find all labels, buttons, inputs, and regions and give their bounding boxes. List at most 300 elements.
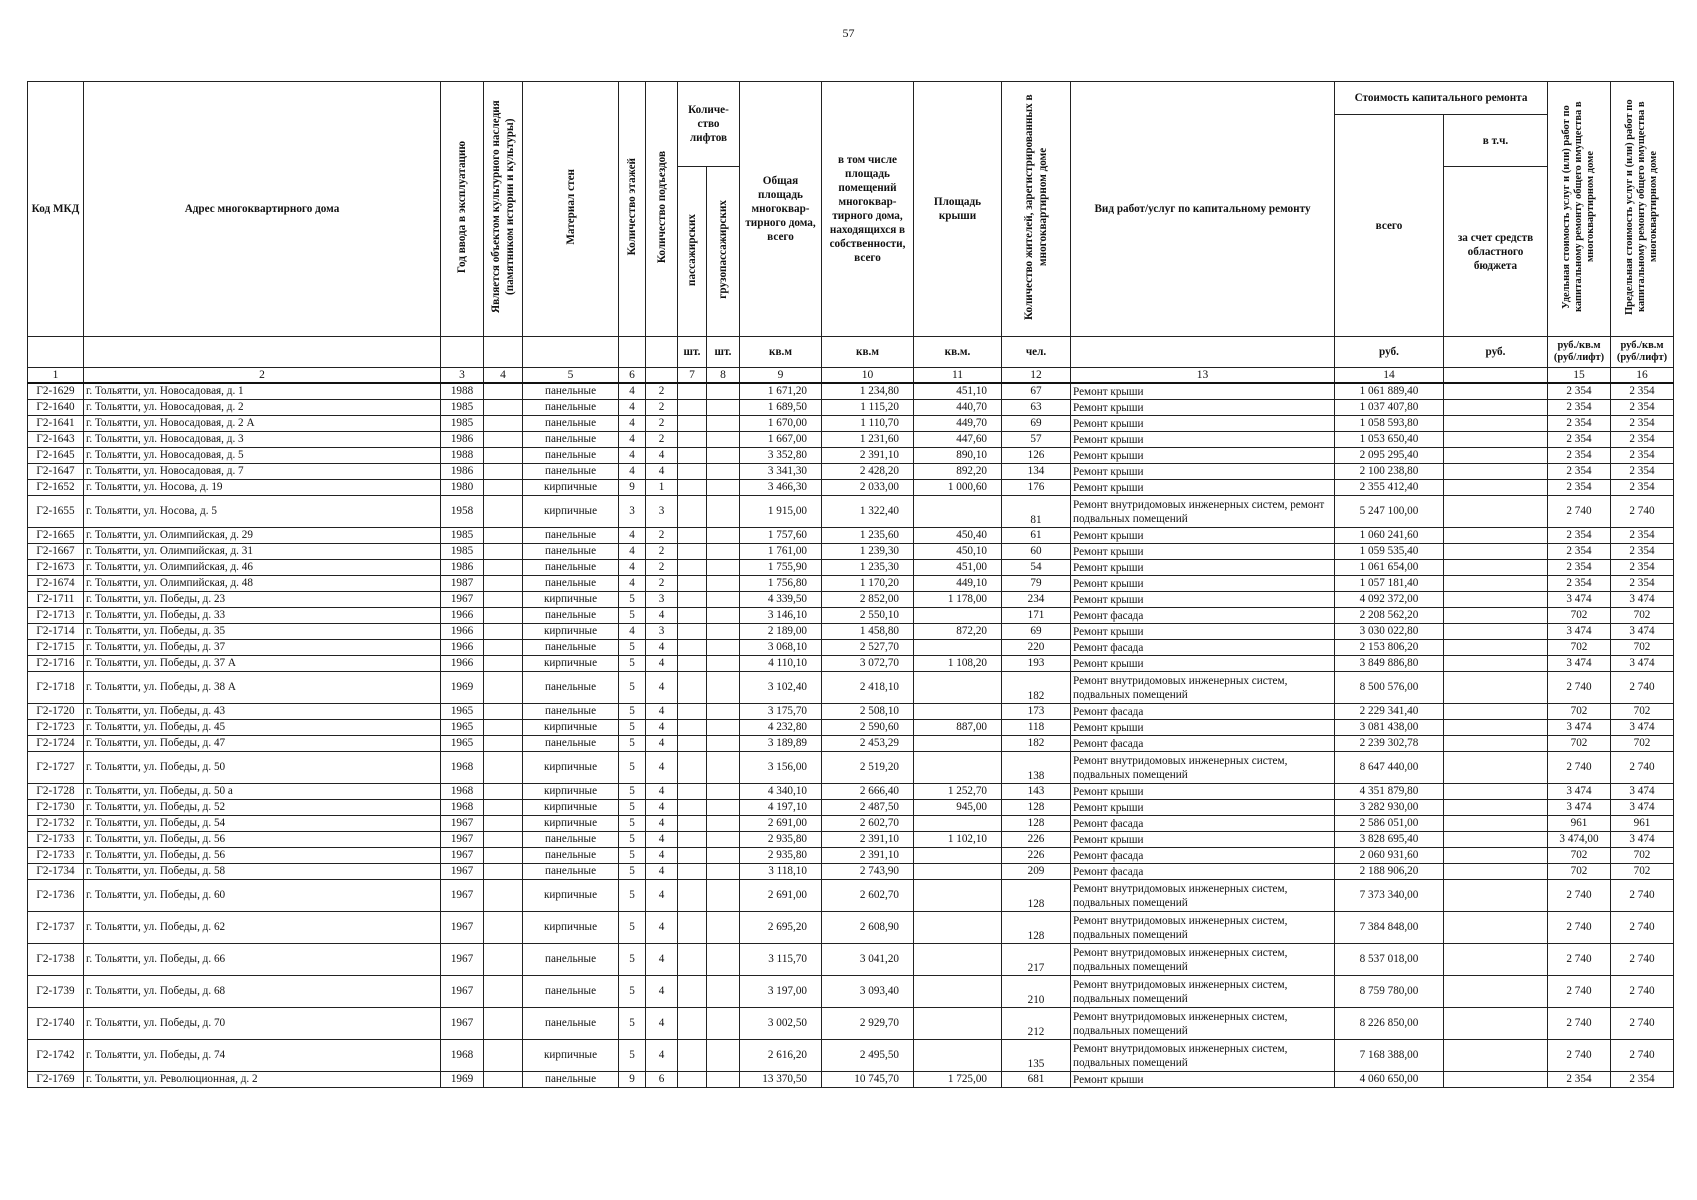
row-lifts-cargo (707, 816, 740, 832)
row-work-type: Ремонт фасада (1071, 816, 1335, 832)
row-entrances: 4 (646, 608, 678, 624)
row-cost-total: 7 373 340,00 (1335, 880, 1444, 912)
unit-roof-area: кв.м. (914, 337, 1002, 368)
row-owned-area: 2 418,10 (822, 672, 914, 704)
row-address: г. Тольятти, ул. Победы, д. 38 А (84, 672, 441, 704)
table-row (28, 528, 1674, 544)
row-work-type: Ремонт крыши (1071, 720, 1335, 736)
row-heritage (484, 704, 523, 720)
table-row (28, 800, 1674, 816)
row-lifts-passenger (678, 544, 707, 560)
row-unit-cost: 2 354 (1548, 448, 1611, 464)
row-heritage (484, 528, 523, 544)
row-roof-area (914, 608, 1002, 624)
header-unit-cost: Удельная стоимость услуг и (или) работ по капитальному ремонту общего имущества в многоквартирном доме (1548, 82, 1611, 337)
row-material: кирпичные (523, 800, 619, 816)
row-cost-total: 2 153 806,20 (1335, 640, 1444, 656)
row-owned-area: 2 453,29 (822, 736, 914, 752)
row-cost-regional (1444, 383, 1548, 400)
row-entrances: 4 (646, 976, 678, 1008)
row-lifts-cargo (707, 720, 740, 736)
row-cost-total: 2 095 295,40 (1335, 448, 1444, 464)
row-year: 1988 (441, 448, 484, 464)
row-code: Г2-1714 (28, 624, 84, 640)
row-lifts-cargo (707, 496, 740, 528)
row-lifts-passenger (678, 528, 707, 544)
row-address: г. Тольятти, ул. Победы, д. 62 (84, 912, 441, 944)
row-address: г. Тольятти, ул. Революционная, д. 2 (84, 1072, 441, 1088)
row-roof-area: 892,20 (914, 464, 1002, 480)
row-owned-area: 3 072,70 (822, 656, 914, 672)
row-total-area: 1 761,00 (740, 544, 822, 560)
row-heritage (484, 848, 523, 864)
unit-total-area: кв.м (740, 337, 822, 368)
row-roof-area: 872,20 (914, 624, 1002, 640)
row-owned-area: 2 550,10 (822, 608, 914, 624)
column-number: 10 (822, 368, 914, 384)
row-lifts-cargo (707, 528, 740, 544)
row-cost-total: 1 057 181,40 (1335, 576, 1444, 592)
row-lifts-cargo (707, 736, 740, 752)
row-roof-area: 449,10 (914, 576, 1002, 592)
row-address: г. Тольятти, ул. Победы, д. 60 (84, 880, 441, 912)
table-body (28, 383, 1674, 1088)
row-lifts-cargo (707, 752, 740, 784)
row-residents: 57 (1002, 432, 1071, 448)
row-owned-area: 2 508,10 (822, 704, 914, 720)
column-number: 1 (28, 368, 84, 384)
row-heritage (484, 720, 523, 736)
row-address: г. Тольятти, ул. Победы, д. 50 а (84, 784, 441, 800)
row-heritage (484, 832, 523, 848)
row-unit-cost: 3 474 (1548, 800, 1611, 816)
row-heritage (484, 784, 523, 800)
row-code: Г2-1711 (28, 592, 84, 608)
row-code: Г2-1732 (28, 816, 84, 832)
row-total-area: 3 002,50 (740, 1008, 822, 1040)
row-lifts-cargo (707, 432, 740, 448)
row-entrances: 2 (646, 400, 678, 416)
row-floors: 4 (619, 383, 646, 400)
row-heritage (484, 816, 523, 832)
row-work-type: Ремонт крыши (1071, 480, 1335, 496)
row-unit-cost: 2 740 (1548, 912, 1611, 944)
row-year: 1965 (441, 736, 484, 752)
row-residents: 81 (1002, 496, 1071, 528)
row-total-area: 1 756,80 (740, 576, 822, 592)
row-entrances: 4 (646, 672, 678, 704)
table-row (28, 912, 1674, 944)
row-heritage (484, 608, 523, 624)
row-floors: 5 (619, 912, 646, 944)
row-material: панельные (523, 608, 619, 624)
row-cost-regional (1444, 848, 1548, 864)
header-material: Материал стен (523, 82, 619, 337)
row-unit-cost: 2 354 (1548, 400, 1611, 416)
row-address: г. Тольятти, ул. Победы, д. 56 (84, 832, 441, 848)
row-lifts-cargo (707, 832, 740, 848)
row-residents: 128 (1002, 880, 1071, 912)
header-floors: Количество этажей (619, 82, 646, 337)
row-cost-regional (1444, 1008, 1548, 1040)
row-year: 1967 (441, 592, 484, 608)
row-work-type: Ремонт крыши (1071, 832, 1335, 848)
row-cost-total: 2 229 341,40 (1335, 704, 1444, 720)
row-roof-area: 890,10 (914, 448, 1002, 464)
row-residents: 118 (1002, 720, 1071, 736)
row-entrances: 4 (646, 464, 678, 480)
row-unit-cost: 961 (1548, 816, 1611, 832)
row-cost-total: 1 058 593,80 (1335, 416, 1444, 432)
column-number (646, 368, 678, 384)
row-lifts-passenger (678, 1008, 707, 1040)
row-lifts-passenger (678, 672, 707, 704)
unit-max-cost: руб./кв.м (руб/лифт) (1611, 337, 1674, 368)
row-heritage (484, 464, 523, 480)
row-roof-area: 1 102,10 (914, 832, 1002, 848)
row-cost-total: 3 828 695,40 (1335, 832, 1444, 848)
row-roof-area (914, 912, 1002, 944)
row-code: Г2-1674 (28, 576, 84, 592)
row-year: 1967 (441, 944, 484, 976)
row-work-type: Ремонт внутридомовых инженерных систем, подвальных помещений (1071, 880, 1335, 912)
row-year: 1967 (441, 832, 484, 848)
row-address: г. Тольятти, ул. Победы, д. 70 (84, 1008, 441, 1040)
row-roof-area (914, 880, 1002, 912)
row-lifts-passenger (678, 448, 707, 464)
row-owned-area: 2 852,00 (822, 592, 914, 608)
row-lifts-cargo (707, 640, 740, 656)
row-owned-area: 2 391,10 (822, 848, 914, 864)
row-work-type: Ремонт внутридомовых инженерных систем, подвальных помещений (1071, 912, 1335, 944)
row-cost-regional (1444, 832, 1548, 848)
row-work-type: Ремонт крыши (1071, 624, 1335, 640)
row-heritage (484, 752, 523, 784)
column-number: 3 (441, 368, 484, 384)
row-address: г. Тольятти, ул. Олимпийская, д. 48 (84, 576, 441, 592)
row-max-cost: 3 474 (1611, 592, 1674, 608)
row-year: 1968 (441, 800, 484, 816)
unit-cost-total: руб. (1335, 337, 1444, 368)
row-lifts-passenger (678, 656, 707, 672)
row-unit-cost: 2 354 (1548, 528, 1611, 544)
row-total-area: 3 102,40 (740, 672, 822, 704)
row-total-area: 4 232,80 (740, 720, 822, 736)
row-lifts-passenger (678, 480, 707, 496)
row-roof-area: 451,10 (914, 383, 1002, 400)
row-cost-regional (1444, 1072, 1548, 1088)
row-lifts-cargo (707, 704, 740, 720)
table-row (28, 640, 1674, 656)
row-work-type: Ремонт фасада (1071, 704, 1335, 720)
row-cost-total: 8 226 850,00 (1335, 1008, 1444, 1040)
row-heritage (484, 976, 523, 1008)
row-material: панельные (523, 736, 619, 752)
row-owned-area: 1 234,80 (822, 383, 914, 400)
row-year: 1985 (441, 400, 484, 416)
row-unit-cost: 2 354 (1548, 432, 1611, 448)
table-row (28, 432, 1674, 448)
row-year: 1966 (441, 656, 484, 672)
row-entrances: 3 (646, 592, 678, 608)
row-max-cost: 2 354 (1611, 544, 1674, 560)
row-unit-cost: 2 354 (1548, 480, 1611, 496)
column-number: 11 (914, 368, 1002, 384)
row-unit-cost: 2 740 (1548, 672, 1611, 704)
row-work-type: Ремонт крыши (1071, 528, 1335, 544)
row-cost-total: 1 053 650,40 (1335, 432, 1444, 448)
row-owned-area: 1 231,60 (822, 432, 914, 448)
row-year: 1967 (441, 880, 484, 912)
row-lifts-passenger (678, 784, 707, 800)
table-row (28, 704, 1674, 720)
row-address: г. Тольятти, ул. Носова, д. 19 (84, 480, 441, 496)
row-entrances: 4 (646, 784, 678, 800)
row-roof-area: 451,00 (914, 560, 1002, 576)
unit-residents: чел. (1002, 337, 1071, 368)
row-floors: 5 (619, 848, 646, 864)
row-residents: 67 (1002, 383, 1071, 400)
row-address: г. Тольятти, ул. Олимпийская, д. 46 (84, 560, 441, 576)
header-cost-incl: в т.ч. (1444, 115, 1548, 167)
row-floors: 5 (619, 736, 646, 752)
table-row (28, 1008, 1674, 1040)
row-address: г. Тольятти, ул. Победы, д. 23 (84, 592, 441, 608)
table-row (28, 880, 1674, 912)
row-material: кирпичные (523, 816, 619, 832)
row-total-area: 1 757,60 (740, 528, 822, 544)
row-work-type: Ремонт фасада (1071, 608, 1335, 624)
table-row (28, 848, 1674, 864)
row-code: Г2-1730 (28, 800, 84, 816)
row-cost-total: 2 188 906,20 (1335, 864, 1444, 880)
table-row (28, 1040, 1674, 1072)
row-owned-area: 2 602,70 (822, 880, 914, 912)
row-unit-cost: 3 474 (1548, 624, 1611, 640)
row-year: 1986 (441, 464, 484, 480)
row-cost-total: 2 100 238,80 (1335, 464, 1444, 480)
row-heritage (484, 1008, 523, 1040)
row-residents: 226 (1002, 832, 1071, 848)
row-residents: 79 (1002, 576, 1071, 592)
row-cost-regional (1444, 944, 1548, 976)
row-lifts-cargo (707, 784, 740, 800)
row-cost-regional (1444, 480, 1548, 496)
unit-unit-cost: руб./кв.м (руб/лифт) (1548, 337, 1611, 368)
row-material: панельные (523, 544, 619, 560)
row-entrances: 4 (646, 704, 678, 720)
row-owned-area: 2 527,70 (822, 640, 914, 656)
header-heritage: Является объектом культурного наследия (памятником истории и культуры) (484, 82, 523, 337)
row-total-area: 3 146,10 (740, 608, 822, 624)
header-cost-total: всего (1335, 115, 1444, 337)
row-entrances: 2 (646, 560, 678, 576)
column-number: 6 (619, 368, 646, 384)
table-row (28, 976, 1674, 1008)
row-residents: 182 (1002, 736, 1071, 752)
row-address: г. Тольятти, ул. Новосадовая, д. 5 (84, 448, 441, 464)
row-material: кирпичные (523, 752, 619, 784)
row-heritage (484, 944, 523, 976)
row-lifts-passenger (678, 832, 707, 848)
row-floors: 4 (619, 416, 646, 432)
row-address: г. Тольятти, ул. Победы, д. 37 А (84, 656, 441, 672)
row-unit-cost: 702 (1548, 704, 1611, 720)
row-lifts-passenger (678, 800, 707, 816)
row-cost-total: 1 061 889,40 (1335, 383, 1444, 400)
row-address: г. Тольятти, ул. Победы, д. 54 (84, 816, 441, 832)
column-number: 7 (678, 368, 707, 384)
table-row (28, 624, 1674, 640)
row-lifts-cargo (707, 800, 740, 816)
row-floors: 5 (619, 672, 646, 704)
header-address: Адрес многоквартирного дома (84, 82, 441, 337)
row-heritage (484, 672, 523, 704)
row-entrances: 4 (646, 800, 678, 816)
row-floors: 5 (619, 816, 646, 832)
row-max-cost: 3 474 (1611, 832, 1674, 848)
table-row (28, 560, 1674, 576)
row-entrances: 4 (646, 880, 678, 912)
row-cost-regional (1444, 864, 1548, 880)
row-cost-regional (1444, 624, 1548, 640)
row-code: Г2-1652 (28, 480, 84, 496)
row-cost-regional (1444, 704, 1548, 720)
row-material: панельные (523, 672, 619, 704)
header-max-cost: Предельная стоимость услуг и (или) работ по капитальному ремонту общего имущества в многоквартирном доме (1611, 82, 1674, 337)
row-cost-total: 1 060 241,60 (1335, 528, 1444, 544)
row-owned-area: 1 235,30 (822, 560, 914, 576)
row-roof-area: 449,70 (914, 416, 1002, 432)
row-year: 1985 (441, 528, 484, 544)
row-roof-area (914, 848, 1002, 864)
row-total-area: 1 755,90 (740, 560, 822, 576)
row-total-area: 3 189,89 (740, 736, 822, 752)
row-residents: 134 (1002, 464, 1071, 480)
row-work-type: Ремонт крыши (1071, 416, 1335, 432)
row-heritage (484, 912, 523, 944)
column-number: 15 (1548, 368, 1611, 384)
row-heritage (484, 432, 523, 448)
header-cost: Стоимость капитального ремонта (1335, 82, 1548, 115)
row-roof-area: 450,40 (914, 528, 1002, 544)
row-total-area: 3 466,30 (740, 480, 822, 496)
row-heritage (484, 880, 523, 912)
row-entrances: 4 (646, 944, 678, 976)
row-code: Г2-1734 (28, 864, 84, 880)
row-floors: 5 (619, 784, 646, 800)
row-lifts-cargo (707, 544, 740, 560)
row-entrances: 3 (646, 496, 678, 528)
row-max-cost: 3 474 (1611, 720, 1674, 736)
row-roof-area: 1 178,00 (914, 592, 1002, 608)
row-floors: 4 (619, 544, 646, 560)
row-total-area: 4 340,10 (740, 784, 822, 800)
table-row (28, 672, 1674, 704)
row-residents: 128 (1002, 800, 1071, 816)
row-cost-regional (1444, 416, 1548, 432)
row-total-area: 2 695,20 (740, 912, 822, 944)
row-address: г. Тольятти, ул. Победы, д. 50 (84, 752, 441, 784)
capital-repair-table (27, 81, 1674, 1088)
row-unit-cost: 2 354 (1548, 560, 1611, 576)
row-max-cost: 2 354 (1611, 1072, 1674, 1088)
row-unit-cost: 2 740 (1548, 1040, 1611, 1072)
row-residents: 60 (1002, 544, 1071, 560)
row-material: панельные (523, 416, 619, 432)
row-floors: 4 (619, 560, 646, 576)
row-unit-cost: 2 740 (1548, 496, 1611, 528)
row-material: панельные (523, 848, 619, 864)
row-cost-total: 4 092 372,00 (1335, 592, 1444, 608)
row-owned-area: 2 487,50 (822, 800, 914, 816)
row-material: панельные (523, 1072, 619, 1088)
row-roof-area (914, 1008, 1002, 1040)
row-code: Г2-1733 (28, 848, 84, 864)
unit-cost-regional: руб. (1444, 337, 1548, 368)
row-work-type: Ремонт крыши (1071, 400, 1335, 416)
row-floors: 5 (619, 976, 646, 1008)
row-total-area: 13 370,50 (740, 1072, 822, 1088)
row-total-area: 1 671,20 (740, 383, 822, 400)
row-total-area: 2 935,80 (740, 848, 822, 864)
row-address: г. Тольятти, ул. Носова, д. 5 (84, 496, 441, 528)
row-heritage (484, 864, 523, 880)
row-unit-cost: 702 (1548, 608, 1611, 624)
row-material: панельные (523, 832, 619, 848)
row-cost-regional (1444, 400, 1548, 416)
row-residents: 54 (1002, 560, 1071, 576)
row-cost-total: 1 059 535,40 (1335, 544, 1444, 560)
row-lifts-cargo (707, 1040, 740, 1072)
row-cost-regional (1444, 800, 1548, 816)
row-lifts-passenger (678, 720, 707, 736)
row-entrances: 4 (646, 720, 678, 736)
row-total-area: 3 197,00 (740, 976, 822, 1008)
row-lifts-cargo (707, 416, 740, 432)
table-row (28, 720, 1674, 736)
row-floors: 3 (619, 496, 646, 528)
row-owned-area: 2 929,70 (822, 1008, 914, 1040)
row-material: панельные (523, 560, 619, 576)
row-max-cost: 2 354 (1611, 416, 1674, 432)
row-roof-area (914, 864, 1002, 880)
row-owned-area: 2 391,10 (822, 448, 914, 464)
row-code: Г2-1665 (28, 528, 84, 544)
row-entrances: 2 (646, 432, 678, 448)
row-year: 1987 (441, 576, 484, 592)
row-entrances: 4 (646, 1008, 678, 1040)
row-roof-area: 1 108,20 (914, 656, 1002, 672)
table-row (28, 816, 1674, 832)
row-total-area: 2 691,00 (740, 880, 822, 912)
row-roof-area (914, 816, 1002, 832)
row-cost-total: 4 060 650,00 (1335, 1072, 1444, 1088)
row-material: панельные (523, 976, 619, 1008)
row-cost-regional (1444, 656, 1548, 672)
row-unit-cost: 2 354 (1548, 576, 1611, 592)
row-heritage (484, 448, 523, 464)
row-address: г. Тольятти, ул. Новосадовая, д. 2 (84, 400, 441, 416)
unit-lifts-p: шт. (678, 337, 707, 368)
row-cost-regional (1444, 720, 1548, 736)
row-roof-area: 440,70 (914, 400, 1002, 416)
row-total-area: 4 110,10 (740, 656, 822, 672)
column-numbers-row (28, 368, 1674, 384)
row-lifts-passenger (678, 816, 707, 832)
row-unit-cost: 2 740 (1548, 752, 1611, 784)
row-max-cost: 2 354 (1611, 480, 1674, 496)
